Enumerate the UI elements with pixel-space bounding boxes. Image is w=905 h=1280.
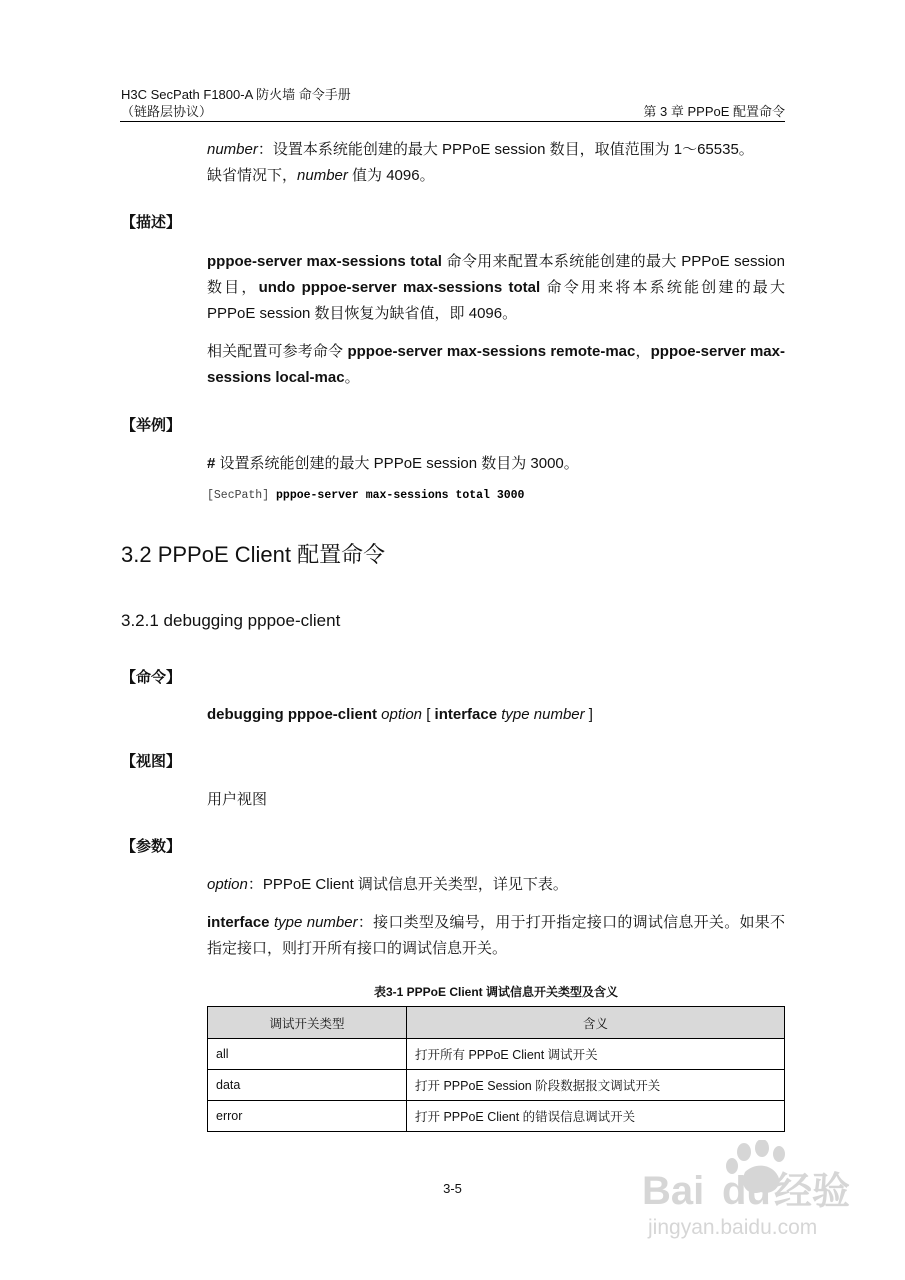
table-cell: 打开所有 PPPoE Client 调试开关 xyxy=(407,1039,785,1070)
watermark-brand: Bai xyxy=(642,1169,705,1213)
table-cell: data xyxy=(208,1070,407,1101)
section-heading-3-2-1: 3.2.1 debugging pppoe-client xyxy=(121,611,341,630)
debug-options-table xyxy=(207,1006,785,1132)
section-label-params: 【参数】 xyxy=(121,838,182,855)
describe-paragraph-1: pppoe-server max-sessions total 命令用来配置本系统能创建的最大 PPPoE session 数目，undo pppoe-server max-sessions total 命令用来将本系统能创建的最大 PPPoE session 数目恢复为缺省值，即 4096。 xyxy=(207,253,785,322)
header-subtitle: （链路层协议） xyxy=(121,104,213,119)
section-label-command: 【命令】 xyxy=(121,669,182,686)
table-cell: all xyxy=(208,1039,407,1070)
table-cell: error xyxy=(208,1101,407,1132)
example-comment: # 设置系统能创建的最大 PPPoE session 数目为 3000。 xyxy=(207,455,579,472)
param-term: number xyxy=(207,141,258,158)
table-row xyxy=(208,1039,785,1070)
watermark-url: jingyan.baidu.com xyxy=(648,1216,818,1239)
table-cell: 打开 PPPoE Session 阶段数据报文调试开关 xyxy=(407,1070,785,1101)
params-paragraph-2: interface type number：接口类型及编号，用于打开指定接口的调试信息开关。如果不指定接口，则打开所有接口的调试信息开关。 xyxy=(207,914,785,957)
code-example xyxy=(207,489,524,502)
table-header-cell: 含义 xyxy=(407,1007,785,1039)
table-caption: 表3-1 PPPoE Client 调试信息开关类型及含义 xyxy=(373,985,619,999)
param-number-paragraph: number：设置本系统能创建的最大 PPPoE session 数目，取值范围为 1～65535。 缺省情况下，number 值为 4096。 xyxy=(207,141,754,184)
code-command: pppoe-server max-sessions total 3000 xyxy=(276,489,525,502)
table-row xyxy=(208,1101,785,1132)
watermark-brand-2: du xyxy=(722,1169,771,1213)
table-header-row xyxy=(208,1007,785,1039)
header-title: H3C SecPath F1800-A 防火墙 命令手册 xyxy=(121,87,351,102)
watermark-cn: 经验 xyxy=(774,1169,851,1213)
section-heading-3-2: 3.2 PPPoE Client 配置命令 xyxy=(121,542,386,567)
header-chapter: 第 3 章 PPPoE 配置命令 xyxy=(643,104,785,119)
section-label-example: 【举例】 xyxy=(121,417,182,434)
header-rule xyxy=(120,121,785,122)
command-syntax: debugging pppoe-client option [ interface type number ] xyxy=(207,706,593,723)
section-label-describe: 【描述】 xyxy=(121,214,182,231)
table-header-cell: 调试开关类型 xyxy=(208,1007,407,1039)
table-row xyxy=(208,1070,785,1101)
describe-paragraph-2: 相关配置可参考命令 pppoe-server max-sessions remote-mac，pppoe-server max-sessions local-mac。 xyxy=(207,343,785,386)
page-number: 3-5 xyxy=(443,1181,462,1196)
section-label-view: 【视图】 xyxy=(121,753,182,770)
baidu-watermark-logo xyxy=(640,1140,870,1250)
code-prompt: [SecPath] xyxy=(207,489,277,502)
table-cell: 打开 PPPoE Client 的错误信息调试开关 xyxy=(407,1101,785,1132)
params-paragraph-1: option：PPPoE Client 调试信息开关类型，详见下表。 xyxy=(207,876,568,893)
view-text: 用户视图 xyxy=(207,791,268,808)
